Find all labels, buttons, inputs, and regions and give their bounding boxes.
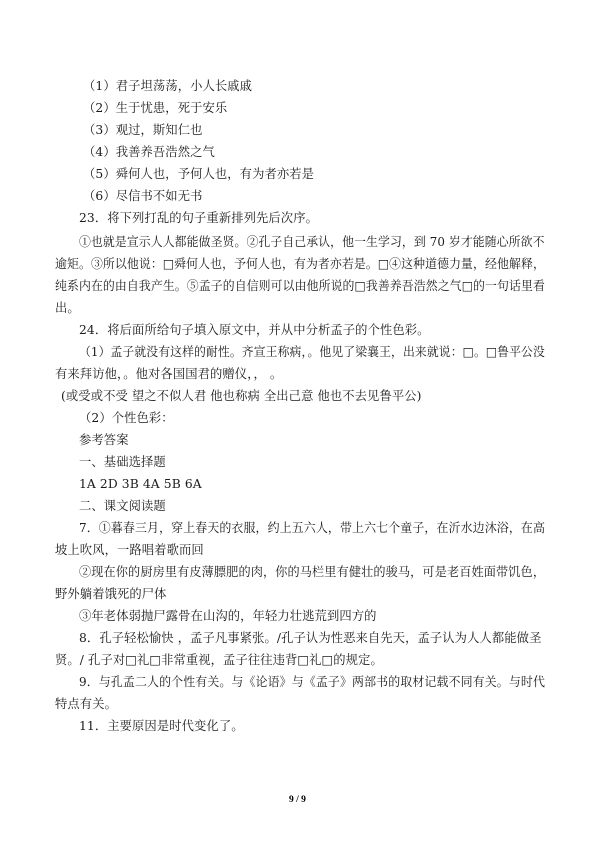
section-heading: 一、基础选择题 bbox=[79, 455, 166, 469]
answer-line: ②现在你的厨房里有皮薄膘肥的肉，你的马栏里有健壮的骏马，可是老百姓面带饥色， bbox=[79, 565, 546, 579]
page-number: 9 / 9 bbox=[289, 795, 306, 805]
answer-line: 野外躺着饿死的尸体 bbox=[55, 587, 167, 601]
text-line: （1）孟子就没有这样的耐性。齐宣王称病，。他见了梁襄王，出来就说：□。□鲁平公没 bbox=[79, 345, 545, 359]
answer-line: 坡上吹风，一路唱着歌而回 bbox=[55, 543, 204, 557]
text-line: （3）观过，斯知仁也 bbox=[83, 123, 203, 137]
text-line: 有来拜访他，。他对各国国君的赠仪，， 。 bbox=[55, 367, 283, 381]
answer-line: 贤。/ 孔子对□礼□非常重视，孟子往往违背□礼□的规定。 bbox=[55, 653, 383, 667]
question-heading: 24．将后面所给句子填入原文中，并从中分析孟子的个性色彩。 bbox=[79, 323, 430, 337]
answer-line: ③年老体弱抛尸露骨在山沟的，年轻力壮逃荒到四方的 bbox=[79, 609, 377, 623]
text-line: (或受或不受 望之不似人君 他也称病 全出己意 他也不去见鲁平公) bbox=[61, 389, 422, 403]
question-heading: 23．将下列打乱的句子重新排列先后次序。 bbox=[79, 211, 318, 225]
text-line: ①也就是宣示人人都能做圣贤。②孔子自己承认，他一生学习，到 70 岁才能随心所欲不 bbox=[79, 235, 545, 249]
answer-line: 8．孔子轻松愉快 ，孟子凡事紧张。/孔子认为性恶来自先天，孟子认为人人都能做圣 bbox=[79, 631, 542, 645]
text-line: （4）我善养吾浩然之气 bbox=[83, 145, 215, 159]
text-line: 逾矩。③所以他说：□舜何人也，予何人也，有为者亦若是。□④这种道德力量，经他解释， bbox=[55, 257, 545, 271]
answer-line: 11．主要原因是时代变化了。 bbox=[79, 719, 244, 733]
text-line: （2）个性色彩： bbox=[79, 411, 174, 425]
answer-line: 9．与孔孟二人的个性有关。与《论语》与《孟子》两部书的取材记载不同有关。与时代 bbox=[79, 675, 546, 689]
text-line: （2）生于忧患，死于安乐 bbox=[83, 101, 228, 115]
text-line: （6）尽信书不如无书 bbox=[83, 189, 203, 203]
text-line: （5）舜何人也，予何人也，有为者亦若是 bbox=[83, 167, 315, 181]
text-line: 出。 bbox=[55, 301, 80, 315]
section-heading: 参考答案 bbox=[79, 433, 129, 447]
answer-line: 特点有关。 bbox=[55, 697, 117, 711]
section-heading: 二、课文阅读题 bbox=[79, 499, 166, 513]
text-line: 纯系内在的由自我产生。⑤孟子的自信则可以由他所说的□我善养吾浩然之气□的一句话里看 bbox=[55, 279, 545, 293]
answer-line: 7．①暮春三月，穿上春天的衣服，约上五六人，带上六七个童子，在沂水边沐浴，在高 bbox=[79, 521, 546, 535]
answer-line: 1A 2D 3B 4A 5B 6A bbox=[79, 477, 202, 491]
text-line: （1）君子坦荡荡，小人长戚戚 bbox=[83, 79, 253, 93]
